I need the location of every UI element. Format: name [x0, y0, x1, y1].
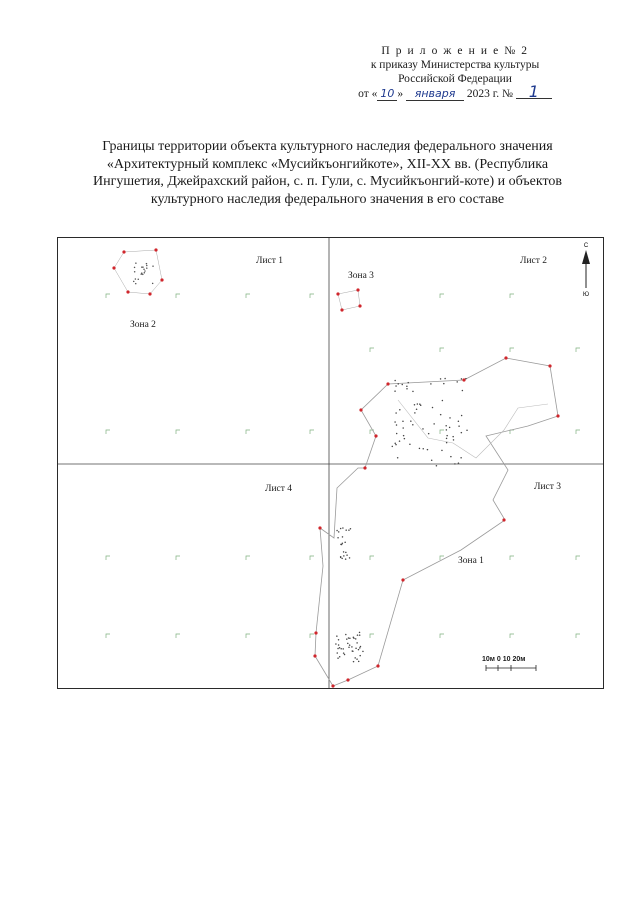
boundary-point — [374, 434, 377, 437]
compass-north-label: С — [583, 243, 589, 249]
object-dot — [335, 643, 337, 645]
boundary-map — [57, 237, 604, 689]
boundary-point — [504, 356, 507, 359]
object-dot — [449, 417, 451, 419]
grid-mark — [106, 294, 110, 298]
title-line-2: «Архитектурный комплекс «Мусийкъонгийкоте», XII-XX вв. (Республика — [106, 156, 549, 172]
object-dot — [342, 527, 344, 529]
grid-marks — [106, 294, 580, 638]
object-dot — [343, 555, 345, 557]
grid-mark — [310, 294, 314, 298]
object-dot — [461, 432, 463, 434]
object-dot — [402, 427, 404, 429]
zone-2-objects — [133, 262, 154, 284]
object-dot — [353, 661, 355, 663]
object-dot — [359, 647, 361, 649]
object-dot — [355, 638, 357, 640]
boundary-point — [358, 304, 361, 307]
object-dot — [453, 439, 455, 441]
object-dot — [431, 460, 433, 462]
object-dot — [133, 281, 135, 283]
date-year: 2023 — [466, 88, 490, 100]
object-dot — [442, 400, 444, 402]
object-dot — [351, 646, 353, 648]
date-prefix: от « — [358, 88, 378, 100]
object-dot — [146, 265, 148, 267]
object-dot — [360, 646, 362, 648]
grid-mark — [310, 430, 314, 434]
object-dot — [394, 390, 396, 392]
object-dot — [422, 448, 424, 450]
object-dot — [342, 542, 344, 544]
object-dot — [357, 634, 359, 636]
object-dot — [428, 433, 430, 435]
grid-mark — [440, 348, 444, 352]
object-dot — [344, 542, 346, 544]
object-dot — [348, 646, 350, 648]
object-dot — [337, 657, 339, 659]
boundary-point — [126, 290, 129, 293]
object-dot — [462, 390, 464, 392]
boundary-point — [313, 654, 316, 657]
title-line-3: Ингушетия, Джейрахский район, с. п. Гули, с. Мусийкъонгий-коте) и объектов — [93, 174, 562, 189]
grid-mark — [576, 556, 580, 560]
zone-1-boundary — [315, 358, 558, 686]
object-dot — [346, 638, 348, 640]
grid-mark — [106, 430, 110, 434]
object-cluster-west — [336, 527, 351, 560]
object-dot — [345, 552, 347, 554]
object-dot — [414, 412, 416, 414]
object-dot — [450, 456, 452, 458]
object-cluster-south — [335, 632, 364, 663]
date-day: 10 — [377, 88, 397, 101]
object-dot — [395, 385, 397, 387]
object-dot — [449, 427, 451, 429]
object-dot — [458, 462, 460, 464]
object-dot — [142, 274, 144, 276]
object-dot — [452, 436, 454, 438]
grid-mark — [440, 634, 444, 638]
object-dot — [422, 428, 424, 430]
object-dot — [419, 448, 421, 450]
object-dot — [338, 644, 340, 646]
boundary-point — [154, 248, 157, 251]
boundary-point — [331, 684, 334, 687]
grid-mark — [576, 430, 580, 434]
scale-label: 10м 0 10 20м — [482, 656, 526, 663]
object-dot — [436, 465, 438, 467]
object-dot — [399, 409, 401, 411]
object-dot — [359, 632, 361, 634]
object-dot — [444, 378, 446, 380]
object-dot — [359, 655, 361, 657]
boundary-point — [462, 378, 465, 381]
boundary-point — [376, 664, 379, 667]
boundary-point — [160, 278, 163, 281]
object-dot — [336, 635, 338, 637]
date-month: января — [406, 88, 464, 101]
object-dot — [152, 283, 154, 285]
object-dot — [460, 457, 462, 459]
object-dot — [419, 403, 421, 405]
object-dot — [359, 634, 361, 636]
object-dot — [336, 530, 338, 532]
object-dot — [407, 382, 409, 384]
object-dot — [410, 420, 412, 422]
object-dot — [135, 262, 137, 264]
grid-mark — [246, 634, 250, 638]
object-dot — [152, 265, 154, 267]
object-dot — [466, 429, 468, 431]
object-dot — [417, 403, 419, 405]
object-cluster-north — [392, 378, 468, 467]
object-dot — [339, 656, 341, 658]
object-dot — [394, 421, 396, 423]
date-day-close: » — [397, 88, 404, 100]
scale-bar — [486, 665, 536, 671]
object-dot — [396, 424, 398, 426]
object-dot — [395, 444, 397, 446]
object-dot — [134, 271, 136, 273]
object-dot — [397, 457, 399, 459]
object-dot — [406, 388, 408, 390]
zone-1-inner-line — [398, 400, 548, 458]
grid-mark — [246, 556, 250, 560]
object-dot — [430, 383, 432, 385]
object-dot — [339, 647, 341, 649]
object-dot — [461, 415, 463, 417]
zone-label-2: Зона 2 — [130, 320, 156, 330]
object-dot — [144, 270, 146, 272]
object-dot — [394, 380, 396, 382]
object-dot — [350, 528, 352, 530]
object-dot — [349, 637, 351, 639]
object-dot — [456, 381, 458, 383]
object-dot — [140, 273, 142, 275]
boundary-point — [112, 266, 115, 269]
grid-mark — [510, 294, 514, 298]
boundary-points — [112, 248, 562, 687]
grid-mark — [370, 634, 374, 638]
object-dot — [358, 661, 360, 663]
sheet-label-1: Лист 1 — [256, 256, 284, 266]
object-dot — [356, 642, 358, 644]
grid-mark — [510, 348, 514, 352]
boundary-point — [148, 292, 151, 295]
sheet-label-3: Лист 3 — [534, 482, 562, 492]
boundary-point — [359, 408, 362, 411]
object-dot — [399, 440, 401, 442]
zone-3-outline — [338, 290, 360, 310]
object-dot — [337, 648, 339, 650]
appendix-date-line — [300, 82, 610, 101]
grid-mark — [310, 556, 314, 560]
boundary-point — [336, 292, 339, 295]
grid-mark — [106, 556, 110, 560]
object-dot — [340, 528, 342, 530]
object-dot — [338, 531, 340, 533]
object-dot — [348, 637, 350, 639]
object-dot — [345, 634, 347, 636]
object-dot — [345, 558, 347, 560]
appendix-title: П р и л о ж е н и е № 2 — [381, 45, 529, 57]
document-title — [40, 138, 615, 208]
object-dot — [414, 404, 416, 406]
grid-mark — [576, 348, 580, 352]
object-dot — [446, 429, 448, 431]
object-dot — [134, 267, 136, 269]
object-dot — [458, 425, 460, 427]
object-dot — [441, 450, 443, 452]
grid-mark — [370, 556, 374, 560]
boundary-point — [356, 288, 359, 291]
boundary-point — [502, 518, 505, 521]
object-dot — [135, 283, 137, 285]
zone-2-outline — [114, 250, 162, 294]
object-dot — [340, 557, 342, 559]
object-dot — [397, 383, 399, 385]
object-dot — [395, 412, 397, 414]
object-dot — [412, 424, 414, 426]
object-dot — [342, 648, 344, 650]
grid-mark — [510, 634, 514, 638]
grid-mark — [510, 430, 514, 434]
object-dot — [349, 557, 351, 559]
object-dot — [337, 537, 339, 539]
object-dot — [348, 529, 350, 531]
object-dot — [402, 421, 404, 423]
zone-label-3: Зона 3 — [348, 271, 374, 281]
object-dot — [461, 378, 463, 380]
object-dot — [342, 536, 344, 538]
object-dot — [446, 435, 448, 437]
object-dot — [143, 269, 145, 271]
compass-icon — [582, 250, 590, 288]
object-dot — [355, 648, 357, 650]
object-dot — [358, 649, 360, 651]
grid-mark — [440, 294, 444, 298]
object-dot — [354, 657, 356, 659]
boundary-point — [401, 578, 404, 581]
grid-mark — [176, 294, 180, 298]
object-dot — [406, 385, 408, 387]
grid-mark — [246, 430, 250, 434]
object-dot — [347, 643, 349, 645]
grid-mark — [106, 634, 110, 638]
object-dot — [402, 384, 404, 386]
object-dot — [345, 529, 347, 531]
grid-mark — [370, 348, 374, 352]
object-dot — [432, 407, 434, 409]
object-dot — [427, 449, 429, 451]
object-dot — [138, 278, 140, 280]
object-dot — [141, 266, 143, 268]
object-dot — [343, 551, 345, 553]
object-dot — [392, 446, 394, 448]
appendix-order-line: к приказу Министерства культуры — [370, 59, 540, 71]
grid-mark — [510, 556, 514, 560]
appendix-header — [300, 44, 610, 101]
appendix-ministry-line: Российской Федерации — [398, 73, 512, 85]
object-dot — [344, 654, 346, 656]
object-dot — [340, 648, 342, 650]
grid-mark — [246, 294, 250, 298]
boundary-point — [122, 250, 125, 253]
object-dot — [338, 639, 340, 641]
object-dot — [446, 438, 448, 440]
object-dot — [346, 554, 348, 556]
object-dot — [336, 652, 338, 654]
boundary-point — [556, 414, 559, 417]
object-dot — [341, 544, 343, 546]
object-dot — [454, 463, 456, 465]
object-dot — [440, 378, 442, 380]
object-dot — [362, 651, 364, 653]
object-dot — [403, 435, 405, 437]
date-year-suffix: г. № — [492, 88, 513, 100]
boundary-point — [340, 308, 343, 311]
grid-mark — [176, 556, 180, 560]
boundary-point — [363, 466, 366, 469]
order-number: 1 — [516, 86, 552, 99]
object-dot — [440, 414, 442, 416]
object-dot — [146, 263, 148, 265]
zone-label-1: Зона 1 — [458, 556, 484, 566]
object-dot — [356, 658, 358, 660]
object-dot — [445, 425, 447, 427]
object-dot — [416, 409, 418, 411]
sheet-label-4: Лист 4 — [265, 484, 293, 494]
object-dot — [446, 442, 448, 444]
object-dot — [135, 278, 137, 280]
grid-mark — [176, 634, 180, 638]
boundary-point — [386, 382, 389, 385]
object-dot — [409, 444, 411, 446]
compass-south-label: Ю — [582, 292, 590, 298]
object-dot — [433, 423, 435, 425]
grid-mark — [310, 634, 314, 638]
object-dot — [443, 383, 445, 385]
object-dot — [343, 652, 345, 654]
map-drawing — [58, 238, 603, 688]
object-dot — [341, 558, 343, 560]
object-dot — [412, 391, 414, 393]
object-dot — [396, 433, 398, 435]
boundary-point — [346, 678, 349, 681]
object-dot — [352, 651, 354, 653]
grid-mark — [176, 430, 180, 434]
title-line-4: культурного наследия федерального значения в его составе — [150, 191, 505, 207]
object-dot — [458, 420, 460, 422]
sheet-label-2: Лист 2 — [520, 256, 548, 266]
object-dot — [404, 438, 406, 440]
boundary-point — [318, 526, 321, 529]
object-dot — [349, 644, 351, 646]
title-line-1: Границы территории объекта культурного наследия федерального значения — [102, 139, 553, 154]
boundary-point — [548, 364, 551, 367]
object-dot — [353, 637, 355, 639]
boundary-point — [314, 631, 317, 634]
object-dot — [144, 272, 146, 274]
grid-mark — [440, 430, 444, 434]
object-dot — [394, 443, 396, 445]
object-dot — [146, 267, 148, 269]
grid-mark — [576, 634, 580, 638]
